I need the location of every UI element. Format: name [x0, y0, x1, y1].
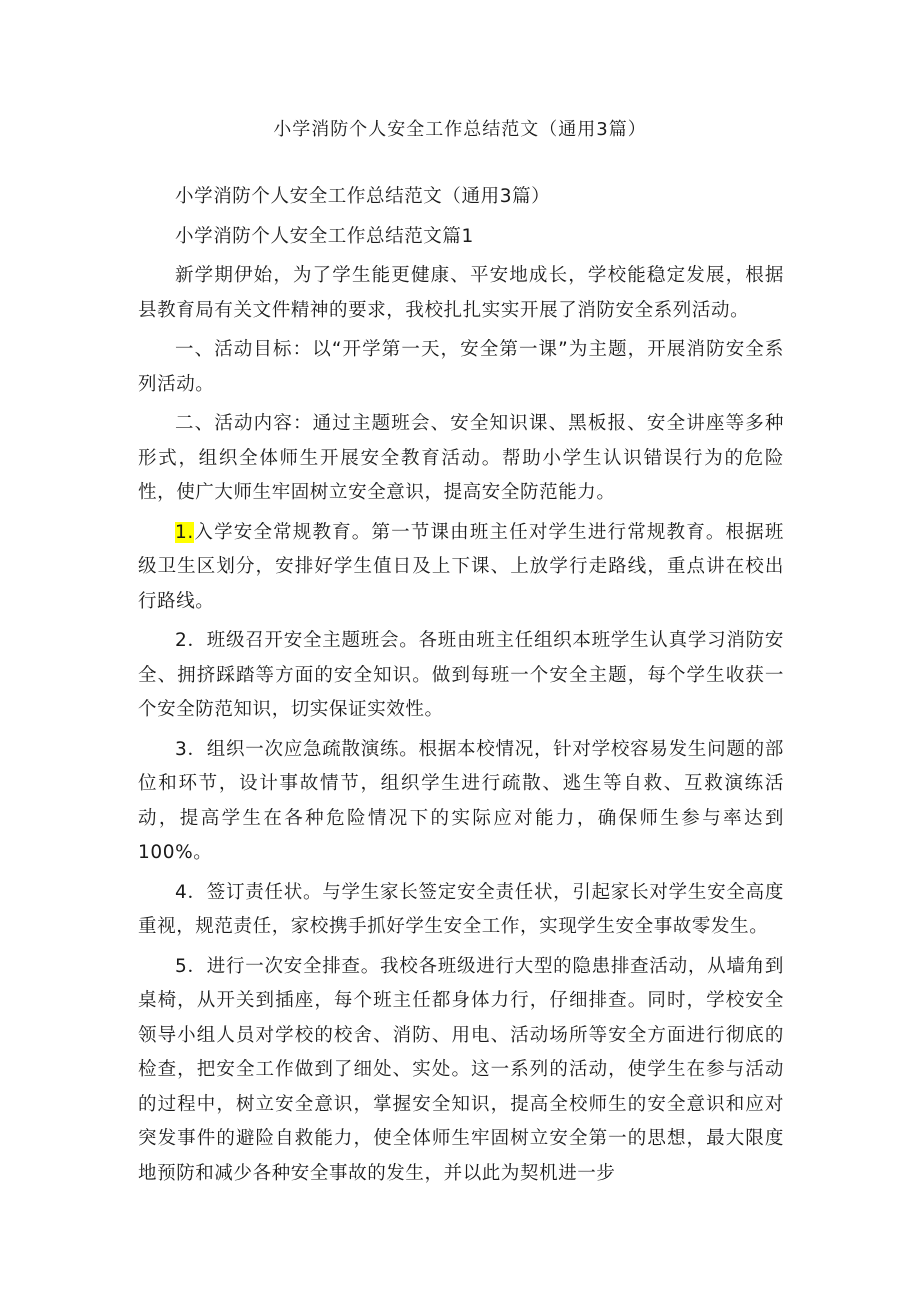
- paragraph-intro: 新学期伊始，为了学生能更健康、平安地成长，学校能稳定发展，根据县教育局有关文件精神的要求，我校扎扎实实开展了消防安全系列活动。: [138, 265, 784, 321]
- document-subtitle: 小学消防个人安全工作总结范文（通用3篇）: [175, 186, 551, 207]
- paragraph-goal: 一、活动目标：以“开学第一天，安全第一课”为主题，开展消防安全系列活动。: [138, 339, 784, 395]
- section-heading: 小学消防个人安全工作总结范文篇1: [175, 225, 474, 247]
- list-item-1-text: 入学安全常规教育。第一节课由班主任对学生进行常规教育。根据班级卫生区划分，安排好学生值日及上下课、上放学行走路线，重点讲在校出行路线。: [138, 521, 784, 612]
- list-item-1: [138, 516, 784, 620]
- list-item-2: 2．班级召开安全主题班会。各班由班主任组织本班学生认真学习消防安全、拥挤踩踏等方面的安全知识。做到每班一个安全主题，每个学生收获一个安全防范知识，切实保证实效性。: [138, 630, 784, 720]
- list-item-4: 4．签订责任状。与学生家长签定安全责任状，引起家长对学生安全高度重视，规范责任，家校携手抓好学生安全工作，实现学生安全事故零发生。: [138, 881, 784, 937]
- paragraph-content: 二、活动内容：通过主题班会、安全知识课、黑板报、安全讲座等多种形式，组织全体师生开展安全教育活动。帮助小学生认识错误行为的危险性，使广大师生牢固树立安全意识，提高安全防范能力。: [138, 413, 784, 503]
- highlighted-number: 1.: [175, 521, 194, 543]
- document-body: [138, 180, 784, 1191]
- list-item-3: 3．组织一次应急疏散演练。根据本校情况，针对学校容易发生问题的部位和环节，设计事故情节，组织学生进行疏散、逃生等自救、互救演练活动，提高学生在各种危险情况下的实际应对能力，确保师生参与率达到100%。: [138, 738, 784, 863]
- list-item-5: 5．进行一次安全排查。我校各班级进行大型的隐患排查活动，从墙角到桌椅，从开关到插座，每个班主任都身体力行，仔细排查。同时，学校安全领导小组人员对学校的校舍、消防、用电、活动场所等安全方面进行彻底的检查，把安全工作做到了细处、实处。这一系列的活动，使学生在参与活动的过程中，树立安全意识，掌握安全知识，提高全校师生的安全意识和应对突发事件的避险自救能力，使全体师生牢固树立安全第一的思想，最大限度地预防和减少各种安全事故的发生，并以此为契机进一步: [138, 955, 784, 1184]
- document-title: 小学消防个人安全工作总结范文（通用3篇）: [273, 119, 647, 140]
